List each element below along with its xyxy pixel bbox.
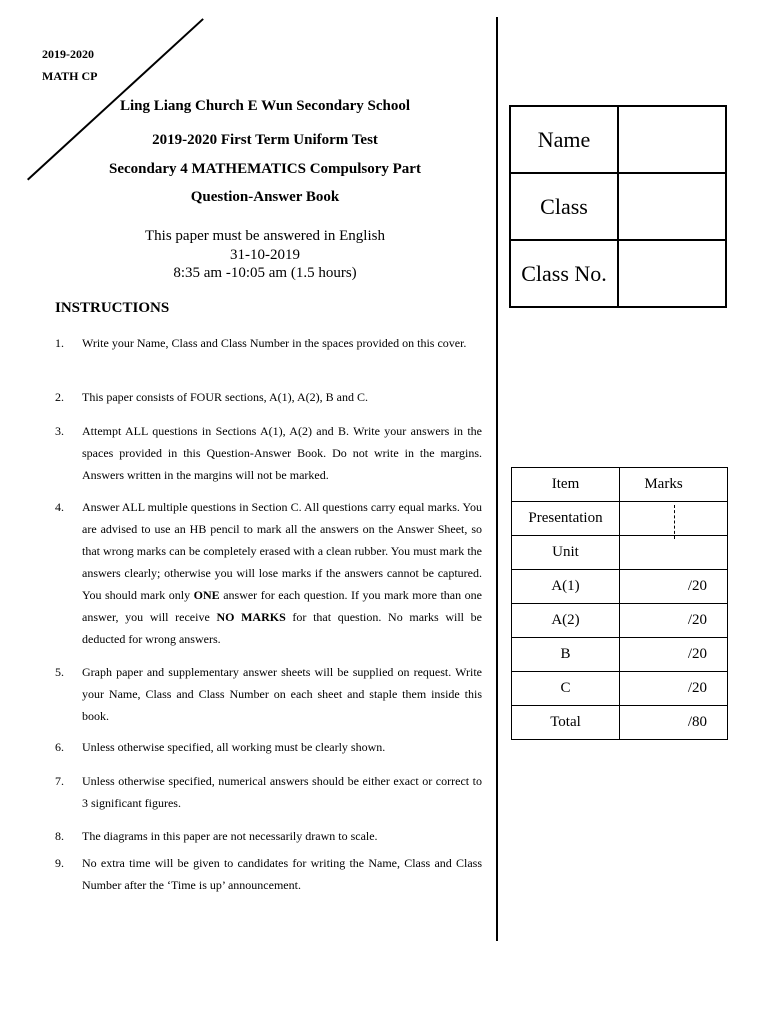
instruction-number: 3.: [55, 424, 64, 438]
table-row: [512, 570, 728, 604]
instruction-item: [55, 661, 482, 727]
marks-header-row: [512, 468, 728, 502]
book-type: Question-Answer Book: [190, 189, 340, 205]
class-label: Class: [510, 173, 618, 240]
table-row: [512, 672, 728, 706]
item-cell: Presentation: [512, 502, 620, 536]
instruction-text: Graph paper and supplementary answer sheets will be supplied on request. Write your Name, Class and Class Number on each sheet and staple them inside this book.: [82, 665, 482, 723]
item-cell: C: [512, 672, 620, 706]
item-cell: A(2): [512, 604, 620, 638]
table-row: [512, 604, 728, 638]
item-cell: Total: [512, 706, 620, 740]
instruction-item: [55, 332, 482, 354]
marks-cell: /20: [620, 570, 728, 604]
marks-cell: /20: [620, 638, 728, 672]
instruction-number: 2.: [55, 390, 64, 404]
vertical-divider: [496, 17, 498, 941]
marks-table: [511, 467, 728, 740]
table-row: [512, 638, 728, 672]
instruction-item: [55, 770, 482, 814]
instruction-number: 8.: [55, 829, 64, 843]
class-no-row: [510, 240, 726, 307]
year-label: 2019-2020: [42, 47, 94, 61]
table-row: [512, 502, 728, 536]
instruction-number: 5.: [55, 665, 64, 679]
instruction-number: 1.: [55, 336, 64, 350]
instruction-text: This paper consists of FOUR sections, A(1), A(2), B and C.: [82, 390, 368, 404]
table-row: [512, 706, 728, 740]
exam-date: 31-10-2019: [230, 247, 300, 263]
instruction-text: Attempt ALL questions in Sections A(1), A(2) and B. Write your answers in the spaces provided in this Question-Answer Book. Do not write in the margins. Answers written in the margins will not be marked.: [82, 424, 482, 482]
instruction-text: Answer ALL multiple questions in Section C. All questions carry equal marks. You are advised to use an HB pencil to mark all the answers on the Answer Sheet, so that wrong marks can be completely erased with a clean rubber. You must mark the answers clearly; otherwise you will lose marks if the answers cannot be captured. You should mark only ONE answer for each question. If you mark more than one answer, you will receive NO MARKS for that question. No marks will be deducted for wrong answers.: [82, 500, 482, 646]
name-field[interactable]: [618, 106, 726, 173]
marks-cell: [620, 502, 728, 536]
instruction-text: The diagrams in this paper are not necessarily drawn to scale.: [82, 829, 378, 843]
marks-header: Marks: [620, 468, 728, 502]
paper-title: Secondary 4 MATHEMATICS Compulsory Part: [109, 161, 421, 177]
instruction-text: Unless otherwise specified, numerical answers should be either exact or correct to 3 significant figures.: [82, 774, 482, 810]
marks-cell: /80: [620, 706, 728, 740]
table-row: [512, 536, 728, 570]
subject-code: MATH CP: [42, 69, 98, 83]
instruction-number: 9.: [55, 856, 64, 870]
instruction-item: [55, 736, 482, 758]
exam-time: 8:35 am -10:05 am (1.5 hours): [173, 265, 357, 281]
class-row: [510, 173, 726, 240]
instruction-item: [55, 825, 482, 847]
test-name: 2019-2020 First Term Uniform Test: [152, 132, 378, 148]
item-header: Item: [512, 468, 620, 502]
marks-cell: [620, 536, 728, 570]
marks-cell: /20: [620, 672, 728, 706]
class-no-label: Class No.: [510, 240, 618, 307]
dashed-divider: [674, 505, 675, 539]
instruction-number: 7.: [55, 774, 64, 788]
item-cell: B: [512, 638, 620, 672]
marks-cell: /20: [620, 604, 728, 638]
name-row: [510, 106, 726, 173]
instruction-number: 6.: [55, 740, 64, 754]
class-no-field[interactable]: [618, 240, 726, 307]
instruction-item: [55, 496, 482, 650]
name-label: Name: [510, 106, 618, 173]
language-note: This paper must be answered in English: [145, 228, 385, 244]
instruction-number: 4.: [55, 500, 64, 514]
item-cell: Unit: [512, 536, 620, 570]
instruction-item: [55, 852, 482, 896]
school-name: Ling Liang Church E Wun Secondary School: [119, 98, 411, 114]
instruction-text: Write your Name, Class and Class Number in the spaces provided on this cover.: [82, 336, 467, 350]
instruction-item: [55, 386, 482, 408]
item-cell: A(1): [512, 570, 620, 604]
class-field[interactable]: [618, 173, 726, 240]
student-info-table: [509, 105, 727, 308]
instructions-heading: INSTRUCTIONS: [55, 300, 170, 316]
instruction-item: [55, 420, 482, 486]
instruction-text: No extra time will be given to candidates for writing the Name, Class and Class Number after the ‘Time is up’ announcement.: [82, 856, 482, 892]
instruction-text: Unless otherwise specified, all working must be clearly shown.: [82, 740, 386, 754]
